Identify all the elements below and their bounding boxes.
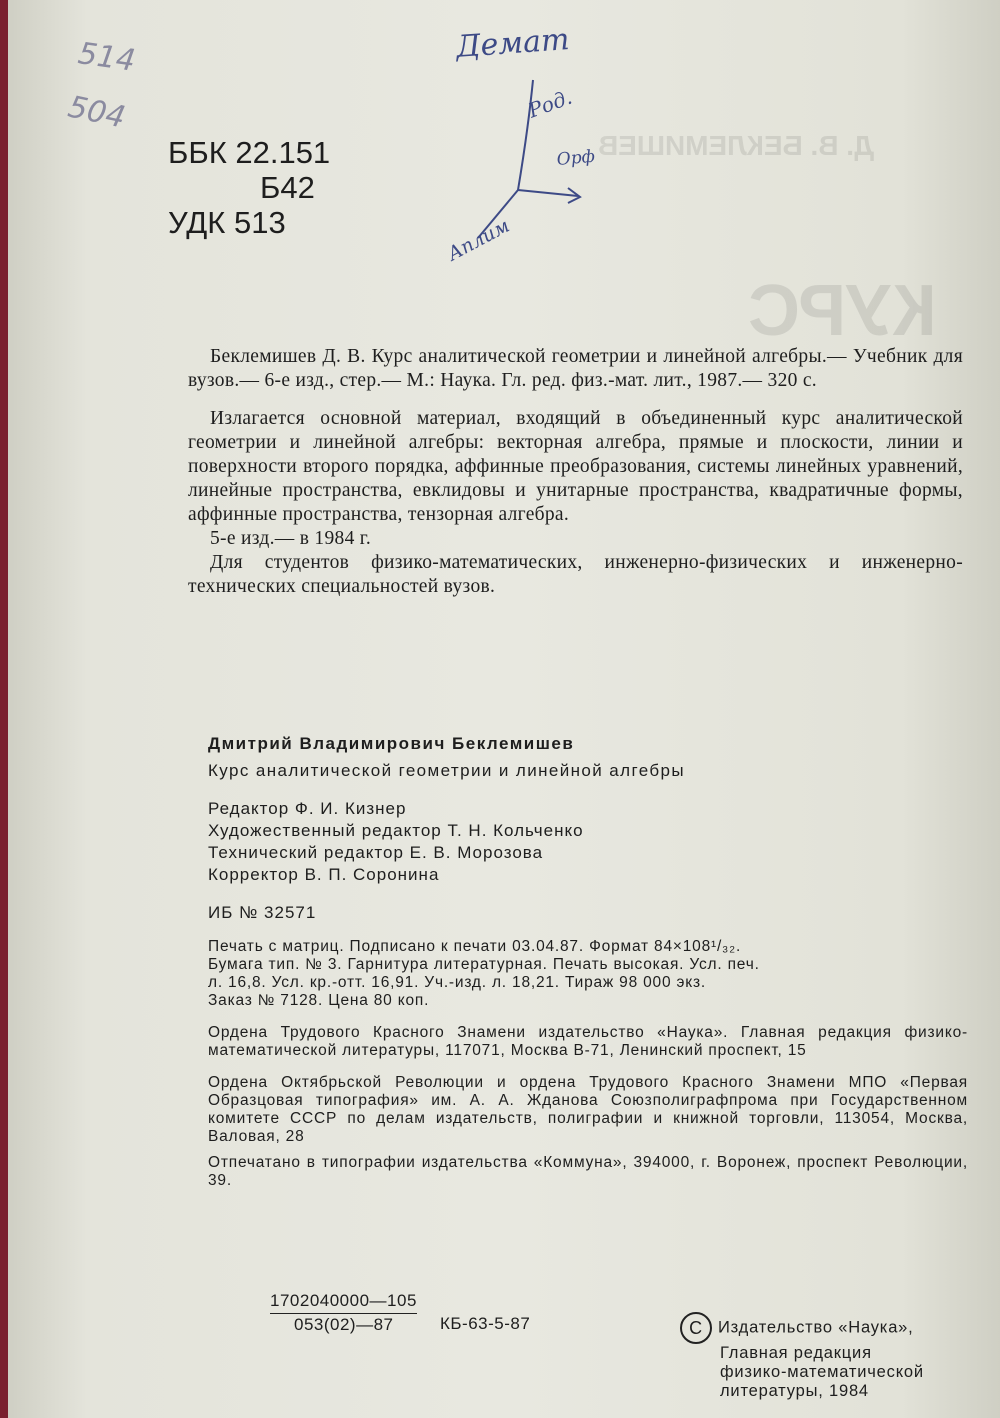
audience: Для студентов физико-математических, инженерно-физических и инженерно-технических специальностей вузов. <box>188 552 963 597</box>
imprint-art-editor: Художественный редактор Т. Н. Кольченко <box>208 821 584 840</box>
classification-codes <box>168 135 330 240</box>
bibliographic-entry: Беклемишев Д. В. Курс аналитической геометрии и линейной алгебры.— Учебник для вузов.— 6-е изд., стер.— М.: Наука. Гл. ред. физ.-мат. лит., 1987.— 320 с. <box>188 346 963 391</box>
imprint-ib-number: ИБ № 32571 <box>208 903 317 922</box>
udk-code: УДК 513 <box>168 205 286 240</box>
print-details-line-1: Печать с матриц. Подписано к печати 03.04.87. Формат 84×108¹/₃₂. <box>208 938 742 955</box>
pencil-note-2: 504 <box>64 89 129 136</box>
print-details-line-4: Заказ № 7128. Цена 80 коп. <box>208 992 430 1009</box>
imprint-proofreader: Корректор В. П. Соронина <box>208 865 440 884</box>
kb-code: КБ-63-5-87 <box>440 1314 531 1333</box>
copyright-block <box>680 1312 924 1401</box>
copyright-line-3: физико-математической <box>720 1363 924 1381</box>
show-through-author: Д. В. БЕКЛЕМИШЕВ <box>598 130 874 161</box>
publication-code <box>270 1290 417 1336</box>
abstract: Излагается основной материал, входящий в объединенный курс аналитической геометрии и линейной алгебры: векторная алгебра, прямые и плоскости, линии и поверхности второго порядка, аффинные преобразования, системы линейных уравнений, линейные пространства, евклидовы и унитарные пространства, квадратичные формы, аффинные пространства, тензорная алгебра. <box>188 408 963 525</box>
show-through-title: КУРС <box>748 271 937 351</box>
author-mark: Б42 <box>260 170 315 205</box>
bbk-code: ББК 22.151 <box>168 135 331 170</box>
previous-edition: 5-е изд.— в 1984 г. <box>210 528 372 549</box>
handwritten-note-mid1: Род. <box>525 84 576 123</box>
pencil-note-1: 514 <box>75 36 138 79</box>
publisher-address: Ордена Трудового Красного Знамени издательство «Наука». Главная редакция физико-математической литературы, 117071, Москва В-71, Ленинский проспект, 15 <box>208 1024 968 1059</box>
copyright-line-1: Издательство «Наука», <box>718 1318 914 1337</box>
imprint-block <box>208 733 968 1190</box>
imprint-tech-editor: Технический редактор Е. В. Морозова <box>208 843 544 862</box>
handwritten-note-low: Аплим <box>444 214 514 266</box>
copyright-line-4: литературы, 1984 <box>720 1382 869 1400</box>
print-details-line-3: л. 16,8. Усл. кр.-отт. 16,91. Уч.-изд. л. 18,21. Тираж 98 000 экз. <box>208 974 706 991</box>
imprint-editor: Редактор Ф. И. Кизнер <box>208 799 407 818</box>
copyright-icon: C <box>680 1312 712 1344</box>
imprint-author: Дмитрий Владимирович Беклемишев <box>208 734 575 753</box>
handwritten-bracket-lines <box>438 60 618 280</box>
handwritten-note-top: Демат <box>455 22 571 65</box>
handwritten-note-mid2: Орф <box>556 146 596 170</box>
code-numerator: 1702040000—105 <box>270 1290 417 1314</box>
copyright-line-2: Главная редакция <box>720 1344 872 1362</box>
printing-house-address: Отпечатано в типографии издательства «Коммуна», 394000, г. Воронеж, проспект Революции, 39. <box>208 1154 968 1189</box>
imprint-title: Курс аналитической геометрии и линейной алгебры <box>208 761 685 780</box>
bibliographic-block <box>188 345 963 599</box>
print-details-line-2: Бумага тип. № 3. Гарнитура литературная. Печать высокая. Усл. печ. <box>208 956 760 973</box>
printer-address: Ордена Октябрьской Революции и ордена Трудового Красного Знамени МПО «Первая Образцовая типография» им. А. А. Жданова Союзполиграфпрома при Государственном комитете СССР по делам издательств, полиграфии и книжной торговли, 113054, Москва, Валовая, 28 <box>208 1074 968 1145</box>
book-page <box>8 0 1000 1418</box>
code-denominator: 053(02)—87 <box>294 1315 394 1334</box>
